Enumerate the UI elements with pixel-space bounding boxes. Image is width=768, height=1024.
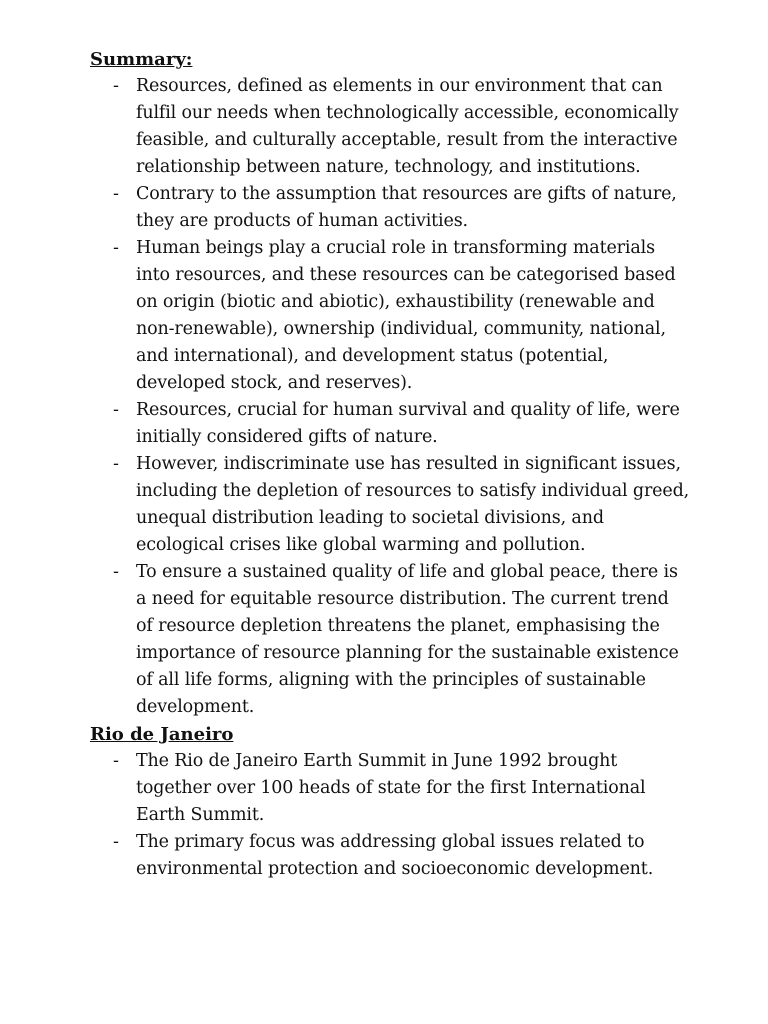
list-item-text: The Rio de Janeiro Earth Summit in June 1992 brought together over 100 heads of state for the first International Earth Summit. bbox=[136, 751, 646, 825]
list-item bbox=[90, 451, 690, 559]
list-item-text: However, indiscriminate use has resulted in significant issues, including the depletion of resources to satisfy individual greed, unequal distribution leading to societal divisions, and ecological crises like global warming and pollution. bbox=[136, 454, 690, 555]
document-content bbox=[90, 46, 690, 883]
list-item-text: To ensure a sustained quality of life and global peace, there is a need for equitable resource distribution. The current trend of resource depletion threatens the planet, emphasising the importance of resource planning for the sustainable existence of all life forms, aligning with the principles of sustainable development. bbox=[136, 562, 679, 717]
list-item-text: The primary focus was addressing global issues related to environmental protection and socioeconomic development. bbox=[136, 832, 654, 879]
list-item bbox=[90, 397, 690, 451]
list-item-text: Contrary to the assumption that resources are gifts of nature, they are products of human activities. bbox=[136, 184, 677, 231]
bullet-dash: - bbox=[113, 76, 119, 96]
list-item bbox=[90, 181, 690, 235]
list-item-text: Resources, defined as elements in our environment that can fulfil our needs when technologically accessible, economically feasible, and culturally acceptable, result from the interactive relationship between nature, technology, and institutions. bbox=[136, 76, 679, 177]
bullet-dash: - bbox=[113, 562, 119, 582]
bullet-dash: - bbox=[113, 400, 119, 420]
list-item bbox=[90, 559, 690, 721]
list-item bbox=[90, 829, 690, 883]
bullet-dash: - bbox=[113, 832, 119, 852]
section-heading-rio-de-janeiro: Rio de Janeiro bbox=[90, 724, 234, 745]
rio-bullet-list bbox=[90, 748, 690, 883]
list-item-text: Resources, crucial for human survival and quality of life, were initially considered gifts of nature. bbox=[136, 400, 680, 447]
bullet-dash: - bbox=[113, 454, 119, 474]
list-item bbox=[90, 73, 690, 181]
list-item bbox=[90, 748, 690, 829]
bullet-dash: - bbox=[113, 238, 119, 258]
summary-bullet-list bbox=[90, 73, 690, 721]
list-item bbox=[90, 235, 690, 397]
bullet-dash: - bbox=[113, 751, 119, 771]
list-item-text: Human beings play a crucial role in transforming materials into resources, and these resources can be categorised based on origin (biotic and abiotic), exhaustibility (renewable and non-renewable), ownership (individual, community, national, and international), and development status (potential, developed stock, and reserves). bbox=[136, 238, 676, 393]
section-heading-summary: Summary: bbox=[90, 49, 193, 70]
bullet-dash: - bbox=[113, 184, 119, 204]
